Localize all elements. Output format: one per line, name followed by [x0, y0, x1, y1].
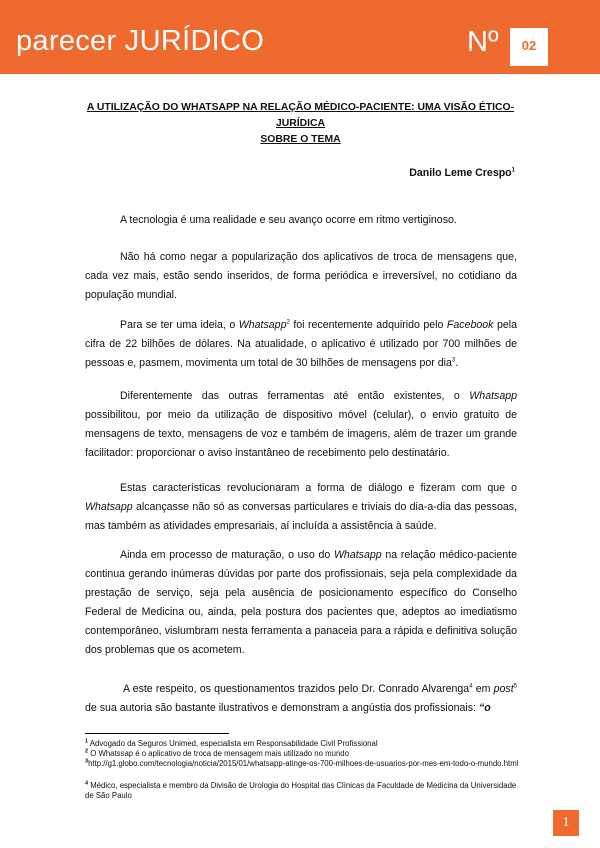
- paragraph-3-text-b: foi recentemente adquirido pelo: [289, 319, 447, 331]
- paragraph-6-text-a: Ainda em processo de maturação, o uso do: [120, 549, 334, 561]
- article-title-line1: A UTILIZAÇÃO DO WHATSAPP NA RELAÇÃO MÉDICO-PACIENTE: UMA VISÃO ÉTICO-JURÍDICA: [86, 102, 515, 129]
- footnote-divider: [85, 733, 229, 734]
- term-whatsapp: Whatsapp: [333, 549, 382, 561]
- footnote-1: [85, 739, 519, 749]
- page-number: 1: [562, 815, 570, 830]
- footnote-3: [85, 759, 519, 769]
- author-footnote-ref: 1: [511, 167, 515, 174]
- footnote-2: [85, 749, 519, 759]
- quote-start: “o: [478, 702, 491, 714]
- page-number-box: [553, 810, 579, 836]
- paragraph-5: [85, 479, 517, 536]
- paragraph-6-text-b: na relação médico-paciente continua gerando inúmeras dúvidas por parte dos profissionais, seja pela complexidade da prestação de serviço, seja pela ausência de posicionamento específico do Conselho Federal de Medicina ou, ainda, pela postura dos pacientes que, adeptos ao imediatismo contemporâneo, vislumbram nesta ferramenta a panaceia para a rápida e definitiva solução dos problemas que os acometem.: [85, 549, 517, 656]
- footnote-1-number: 1: [85, 738, 89, 745]
- footnote-3-link[interactable]: http://g1.globo.com/tecnologia/noticia/2015/01/whatsapp-atinge-os-700-milhoes-de-usuarios-por-mes-em-todo-o-mundo.html: [88, 759, 519, 768]
- paragraph-7-text-a: A este respeito, os questionamentos trazidos pelo Dr. Conrado Alvarenga: [123, 683, 470, 695]
- footnote-ref-2: 2: [286, 319, 290, 326]
- publication-logo: [16, 27, 264, 56]
- term-facebook: Facebook: [446, 319, 494, 331]
- footnote-2-text: O Whatssap é o aplicativo de troca de mensagem mais utilizado no mundo: [88, 749, 349, 758]
- footnote-1-text: Advogado da Seguros Unimed, especialista em Responsabilidade Civil Profissional: [88, 739, 378, 748]
- footnote-2-number: 2: [85, 748, 89, 755]
- footnote-ref-5: 5: [513, 683, 517, 690]
- footnote-ref-3: 3: [451, 357, 456, 364]
- paragraph-7-text-b: em: [472, 683, 494, 695]
- paragraph-3-text-c: pela cifra de 22 bilhões de dólares. Na atualidade, o aplicativo é utilizado por 700 milhões de pessoas e, pasmem, movimenta um total de 30 bilhões de mensagens por dia: [85, 319, 517, 369]
- paragraph-3: [85, 316, 517, 373]
- paragraph-1-text: A tecnologia é uma realidade e seu avanço ocorre em ritmo vertiginoso.: [120, 214, 457, 226]
- term-whatsapp: Whatsapp: [238, 319, 287, 331]
- article-title: [84, 100, 517, 148]
- paragraph-4-text-a: Diferentemente das outras ferramentas até então existentes, o: [120, 390, 470, 402]
- issue-number-label: Nº: [467, 26, 499, 58]
- paragraph-7-text-c: de sua autoria são bastante ilustrativos e demonstram a angústia dos profissionais:: [85, 702, 479, 714]
- paragraph-5-text-a: Estas características revolucionaram a forma de diálogo e fizeram com que o: [120, 482, 517, 494]
- term-whatsapp: Whatsapp: [469, 390, 517, 402]
- brand-word-juridico: JURÍDICO: [124, 25, 265, 57]
- footnote-4-number: 4: [85, 780, 89, 787]
- author-text: Danilo Leme Crespo: [409, 167, 512, 179]
- footnote-ref-4: 4: [469, 683, 473, 690]
- issue-number: 02: [521, 38, 537, 53]
- paragraph-5-text-b: alcançasse não só as conversas particulares e triviais do dia-a-dia das pessoas, mas também as atividades empresariais, aí incluída a assistência à saúde.: [85, 501, 517, 532]
- term-post: post: [493, 683, 514, 695]
- paragraph-2-text: Não há como negar a popularização dos aplicativos de troca de mensagens que, cada vez mais, estão sendo inseridos, de forma periódica e irreversível, no cotidiano da população mundial.: [85, 251, 517, 301]
- footnote-4: [85, 781, 519, 801]
- article-title-line2: SOBRE O TEMA: [260, 134, 341, 145]
- paragraph-4: [85, 387, 517, 463]
- footnote-3-number: 3: [85, 758, 89, 765]
- term-whatsapp: Whatsapp: [85, 501, 133, 513]
- paragraph-2: [85, 248, 517, 305]
- paragraph-7: [85, 680, 517, 718]
- paragraph-6: [85, 546, 517, 660]
- author-name: [409, 167, 515, 179]
- header-banner: [0, 0, 600, 74]
- paragraph-3-text-d: .: [455, 357, 459, 369]
- paragraph-3-text-a: Para se ter uma ideia, o: [120, 319, 239, 331]
- issue-number-box: [510, 28, 548, 66]
- paragraph-1: [85, 211, 517, 230]
- brand-word-parecer: parecer: [16, 25, 125, 57]
- paragraph-4-text-b: possibilitou, por meio da utilização de dispositivo móvel (celular), o envio gratuito de mensagens de texto, mensagens de voz e também de imagens, além de trazer um grande facilitador: proporcionar o aviso instantâneo de recebimento pelo destinatário.: [85, 409, 517, 459]
- footnote-4-text: Médico, especialista e membro da Divisão de Urologia do Hospital das Clínicas da Faculdade de Medicina da Universidade de São Paulo: [85, 781, 517, 800]
